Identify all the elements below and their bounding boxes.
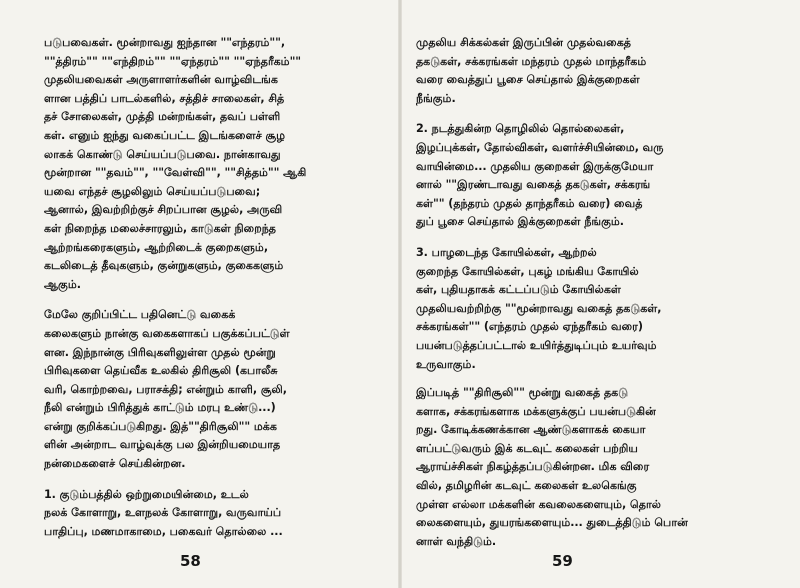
text-line: ளப்பட்டுவரும் இக் கடவுட் கலைகள் பற்றிய xyxy=(416,441,638,455)
text-line: ஆராய்ச்சிகள் நிகழ்த்தப்படுகின்றன. மிக விரை xyxy=(416,460,650,474)
text-line: வாயின்மை... முதலிய குறைகள் இருக்குமேயா xyxy=(416,159,654,173)
page-number: 59 xyxy=(552,552,573,570)
text-line: படுபவைகள். மூன்றாவது ஐந்தான ""எந்தரம்"", xyxy=(44,36,286,49)
text-line: களாக, சக்கரங்களாக மக்களுக்குப் பயன்படுகின் xyxy=(416,404,656,418)
text-line: கள் நிறைந்த மலைச்சாரலும், காடுகள் நிறைந்த xyxy=(44,221,276,235)
text-line: நன்மைகளைச் செய்கின்றன. xyxy=(44,457,186,471)
text-line: முதலியவைகள் அருளாளர்களின் வாழ்விடங்க xyxy=(44,73,278,87)
text-line: கள். எனும் ஐந்து வகைப்பட்ட இடங்களைச் சூழ xyxy=(44,128,285,142)
right-paragraph-4 xyxy=(416,384,770,551)
text-line: னால் ""இரண்டாவது வகைத் தகடுகள், சக்கரங் xyxy=(416,178,651,192)
text-line: தச் சோலைகள், முத்தி மன்றங்கள், தவப் பள்ளி xyxy=(44,110,281,124)
right-page xyxy=(400,0,800,588)
text-line: லாகக் கொண்டு செய்யப்படுபவை. நான்காவது xyxy=(44,147,281,161)
text-line: வரை வைத்துப் பூசை செய்தால் இக்குறைகள் xyxy=(416,73,640,87)
right-paragraph-3 xyxy=(416,244,770,374)
right-paragraph-1 xyxy=(416,34,770,108)
text-line: வரி, கொற்றவை, பராசக்தி; என்றும் காளி, சூலி, xyxy=(44,382,287,396)
text-line: பிரிவுகளை தெய்வீக உலகில் திரிசூலி (கபாலீசு xyxy=(44,364,278,378)
text-line: நீங்கும். xyxy=(416,91,456,105)
text-line: கலைகளும் நான்கு வகைகளாகப் பகுக்கப்பட்டுள் xyxy=(44,326,290,340)
text-line: லைகளையும், துயரங்களையும்... துடைத்திடும் பொன் xyxy=(416,516,688,530)
text-line: முள்ள எல்லா மக்களின் கவலைகளையும், தொல் xyxy=(416,497,661,511)
text-line: ளான பத்திப் பாடல்களில், சத்திச் சாலைகள், சித் xyxy=(44,91,285,105)
text-line: தகடுகள், சக்கரங்கள் மந்தரம் முதல் மாந்தரீகம் xyxy=(416,54,647,68)
text-line: என்று குறிக்கப்படுகிறது. இத்""திரிசூலி"" மக்க xyxy=(44,419,277,433)
text-line: உருவாகும். xyxy=(416,357,476,371)
text-line: றது. கோடிக்கணக்கான ஆண்டுகளாகக் கையா xyxy=(416,423,646,437)
text-line: ஆகும். xyxy=(44,277,81,291)
text-line: 1. குடும்பத்தில் ஒற்றுமையின்மை, உடல் xyxy=(44,487,249,501)
text-line: சக்கரங்கள்"" (எந்தரம் முதல் ஏந்தரீகம் வரை) xyxy=(416,320,643,334)
left-paragraph-2 xyxy=(44,306,382,473)
text-line: கடலிடைத் தீவுகளும், குன்றுகளும், குகைகளும் xyxy=(44,259,284,273)
text-line: துப் பூசை செய்தால் இக்குறைகள் நீங்கும். xyxy=(416,215,624,229)
text-line: கள், புதியதாகக் கட்டப்படும் கோயில்கள் xyxy=(416,283,621,297)
left-paragraph-1 xyxy=(44,34,382,294)
text-line: முதலிய சிக்கல்கள் இருப்பின் முதல்வகைத் xyxy=(416,36,631,49)
text-line: ""த்திரம்"" ""எந்திறம்"" ""ஏந்தரம்"" ""ஏந்தரீகம்"" xyxy=(44,54,302,68)
text-line: இழப்புக்கள், தோல்விகள், வளர்ச்சியின்மை, வரு xyxy=(416,140,664,154)
text-line: கள்"" (தந்தரம் முதல் தாந்தரீகம் வரை) வைத் xyxy=(416,196,643,210)
text-line: 2. நடத்துகின்ற தொழிலில் தொல்லைகள், xyxy=(416,122,625,136)
text-line: நலக் கோளாறு, உளநலக் கோளாறு, வருவாய்ப் xyxy=(44,506,282,520)
text-line: இப்படித் ""திரிசூலி"" மூன்று வகைத் தகடு xyxy=(416,386,629,400)
text-line: ளன. இந்நான்கு பிரிவுகளிலுள்ள முதல் மூன்று xyxy=(44,345,276,359)
text-line: மேலே குறிப்பிட்ட பதினெட்டு வகைக் xyxy=(44,308,236,322)
text-line: ஆற்றங்கரைகளும், ஆற்றிடைக் குறைகளும், xyxy=(44,240,268,254)
text-line: னாள் வந்திடும். xyxy=(416,534,497,548)
text-line: ளின் அன்றாட வாழ்வுக்கு பல இன்றியமையாத xyxy=(44,438,281,452)
left-paragraph-3 xyxy=(44,486,382,542)
text-line: வில், தமிழரின் கடவுட் கலைகள் உலகெங்கு xyxy=(416,479,637,493)
text-line: பயன்படுத்தப்பட்டால் உயிர்த்துடிப்பும் உயர்வும் xyxy=(416,338,657,352)
text-line: ஆனால், இவற்றிற்குச் சிறப்பான சூழல், அருவி xyxy=(44,203,283,217)
text-line: நீலி என்றும் பிரித்துக் காட்டும் மரபு உண்டு...) xyxy=(44,401,276,415)
text-line: 3. பாழடைந்த கோயில்கள், ஆற்றல் xyxy=(416,245,597,259)
text-line: யவை எந்தச் சூழலிலும் செய்யப்படுபவை; xyxy=(44,184,261,198)
text-line: மூன்றான ""தவம்"", ""வேள்வி"", ""சித்தம்"" ஆகி xyxy=(44,166,307,180)
text-line: குறைந்த கோயில்கள், புகழ் மங்கிய கோயில் xyxy=(416,264,639,278)
text-line: முதலியவற்றிற்கு ""மூன்றாவது வகைத் தகடுகள், xyxy=(416,301,662,315)
page-number: 58 xyxy=(180,552,201,570)
text-line: பாதிப்பு, மணமாகாமை, பகைவர் தொல்லை ... xyxy=(44,524,283,538)
right-paragraph-2 xyxy=(416,120,770,232)
